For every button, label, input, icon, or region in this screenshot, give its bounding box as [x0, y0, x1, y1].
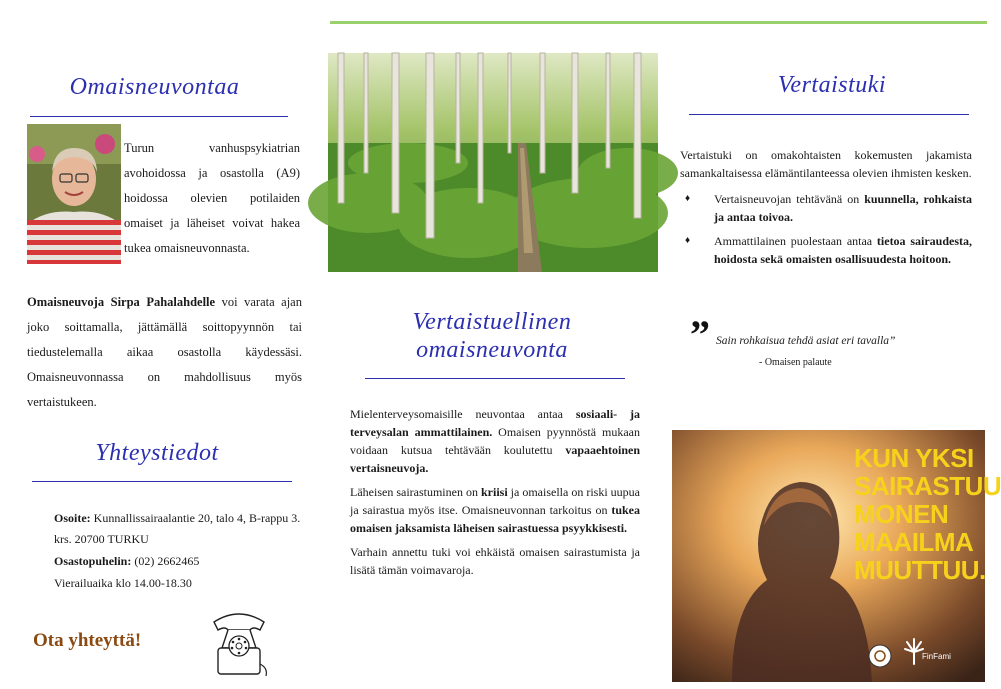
- paragraph-1: Mielenterveysomaisille neuvontaa antaa sosiaali- ja terveysalan ammattilainen. Omaisen pyynnöstä mukaan voidaan kutsua tehtävään koulutettu vapaaehtoinen vertaisneuvoja.: [350, 407, 640, 475]
- yhteystiedot-title: Yhteystiedot: [95, 440, 219, 466]
- paragraph-2: Läheisen sairastuminen on kriisi ja omaisella on riski uupua ja sairastua myös itse. Omaisneuvonnan tarkoitus on tukea omaisen jaksamista läheisen sairastuessa psyykkisesti.: [350, 485, 640, 535]
- diamond-bullet-icon: ♦: [685, 235, 691, 246]
- title-underline: [365, 378, 625, 379]
- paragraph-3: Varhain annettu tuki voi ehkäistä omaisen sairastumista ja lisätä tämän voimavaroja.: [350, 545, 640, 577]
- contact-cta: Ota yhteyttä!: [33, 630, 142, 651]
- testimonial-quote: Sain rohkaisua tehdä asiat eri tavalla”: [716, 335, 896, 347]
- phone-row: Osastopuhelin: (02) 2662465: [54, 554, 200, 568]
- intro-paragraph: Vertaistuki on omakohtaisten kokemusten jakamista samankaltaisessa elämäntilanteessa olevien ihmisten kesken.: [680, 148, 972, 180]
- booking-paragraph: Omaisneuvoja Sirpa Pahalahdelle voi varata ajan joko soittamalla, jättämällä soittopyynnön tai tiedustelemalla aikaa osastolla käydessäsi. Omaisneuvonnassa on mahdollisuus myös vertaistukeen.: [27, 295, 302, 409]
- counselor-photo: [27, 124, 121, 264]
- top-divider: [330, 21, 987, 24]
- association-logo-icon: [867, 643, 893, 674]
- finfami-label: FinFami: [922, 652, 951, 661]
- testimonial-source: - Omaisen palaute: [759, 357, 832, 368]
- middle-text: [350, 405, 640, 585]
- diamond-bullet-icon: ♦: [685, 193, 691, 204]
- telephone-icon: [208, 608, 270, 683]
- omaisneuvontaa-title: Omaisneuvontaa: [69, 74, 240, 100]
- intro-paragraph: Turun vanhuspsykiatrian avohoidossa ja osastolla (A9) hoidossa olevien potilaiden omaiset ja läheiset voivat hakea tukea omaisneuvonnasta.: [124, 141, 300, 255]
- list-item: ♦ Vertaisneuvojan tehtävänä on kuunnella, rohkaista ja antaa toivoa.: [685, 192, 972, 224]
- campaign-poster: [672, 430, 1001, 682]
- forest-path-photo: [328, 53, 658, 272]
- title-underline: [689, 114, 969, 115]
- list-item: ♦ Ammattilainen puolestaan antaa tietoa sairaudesta, hoidosta sekä omaisten osallisuudesta hoitoon.: [685, 234, 972, 266]
- quote-mark-icon: ”: [690, 312, 710, 357]
- bullet-list: [680, 190, 972, 268]
- poster-slogan: KUN YKSI SAIRASTUU MONEN MAAILMA MUUTTUU.: [854, 443, 1001, 585]
- counselor-name: Omaisneuvoja Sirpa Pahalahdelle: [27, 295, 216, 309]
- title-underline: [32, 481, 292, 482]
- contact-info: [54, 508, 304, 595]
- address-row: Osoite: Kunnallissairaalantie 20, talo 4, B-rappu 3. krs. 20700 TURKU: [54, 511, 301, 546]
- vertaistuki-text: [680, 146, 972, 274]
- finfami-logo-icon: [904, 636, 924, 671]
- vertaistuellinen-title: Vertaistuellinen omaisneuvonta: [412, 309, 572, 363]
- vertaistuki-title: Vertaistuki: [777, 72, 887, 98]
- title-underline: [30, 116, 288, 117]
- visiting-hours: Vierailuaika klo 14.00-18.30: [54, 576, 192, 590]
